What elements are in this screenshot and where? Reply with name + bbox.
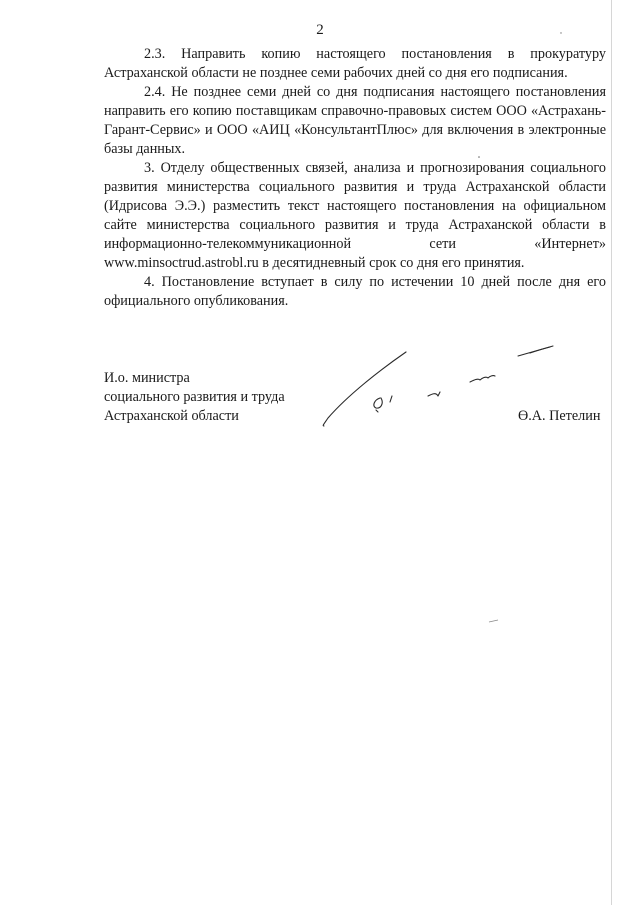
document-body <box>104 45 606 311</box>
page-edge-line <box>611 0 612 905</box>
page-number: 2 <box>316 22 324 38</box>
position-line-1: И.о. министра <box>104 370 190 386</box>
scan-mark <box>487 618 501 624</box>
paragraph-2-3: 2.3. Направить копию настоящего постановления в прокуратуру Астраханской области не позднее семи рабочих дней со дня его подписания. <box>104 46 606 81</box>
scan-dot <box>476 154 482 160</box>
signatory-name: Ө.А. Петелин <box>518 408 601 424</box>
position-line-3: Астраханской области <box>104 408 239 424</box>
paragraph-3: 3. Отделу общественных связей, анализа и прогнозирования социального развития министерства социального развития и труда Астраханской области (Идрисова Э.Э.) разместить текст настоящего постановления на официальном сайте министерства социального развития и труда Астраханской области в информационно-телекоммуникационной сети «Интернет» www.minsoctrud.astrobl.ru в десятидневный срок со дня его принятия. <box>104 160 606 271</box>
paragraph-2-4: 2.4. Не позднее семи дней со дня подписания настоящего постановления направить его копию поставщикам справочно-правовых систем ООО «Астрахань-Гарант-Сервис» и ООО «АИЦ «КонсультантПлюс» для включения в электронные базы данных. <box>104 84 606 157</box>
paragraph-4: 4. Постановление вступает в силу по истечении 10 дней после дня его официального опубликования. <box>104 274 606 309</box>
position-line-2: социального развития и труда <box>104 389 285 405</box>
signatory-position <box>104 369 285 426</box>
scan-dot <box>558 30 564 36</box>
